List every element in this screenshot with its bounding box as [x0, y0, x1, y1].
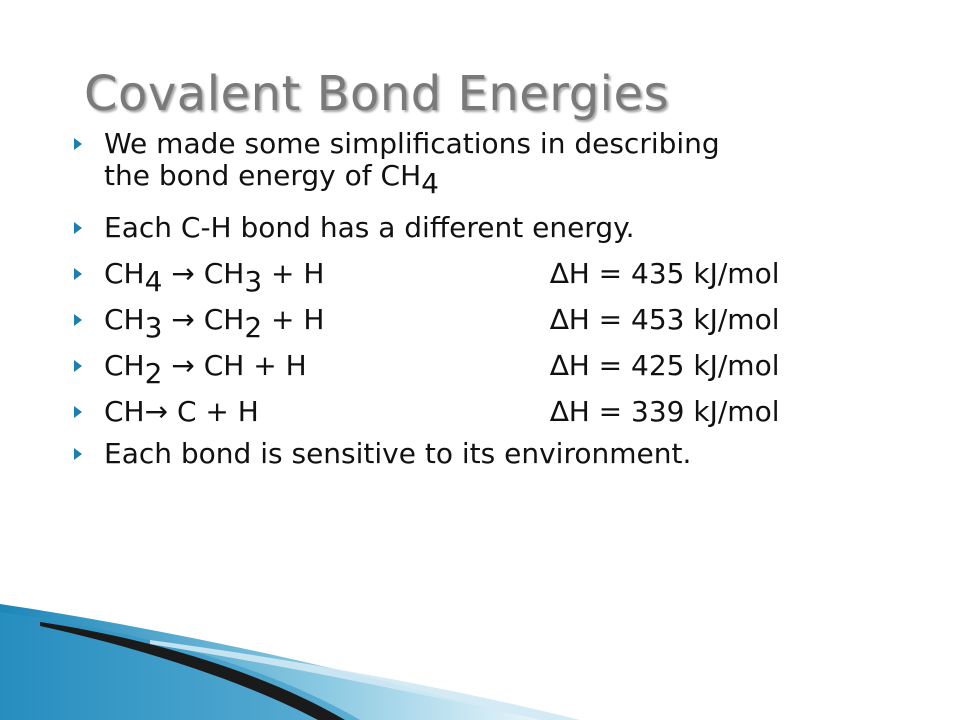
- product: CH: [203, 257, 245, 290]
- reaction-row-2: [70, 303, 950, 344]
- product: CH: [203, 303, 245, 336]
- bullet-triangle-icon: [74, 406, 82, 418]
- arrow-right-icon: →: [144, 395, 169, 428]
- reactant: CH: [104, 303, 145, 336]
- reaction-equation: [104, 349, 550, 390]
- subscript: 2: [144, 357, 163, 390]
- subscript: 2: [244, 311, 263, 344]
- bullet-different-energy: [70, 212, 950, 244]
- subscript: 4: [144, 265, 163, 298]
- bullet-triangle-icon: [74, 314, 82, 326]
- bullet-text-line1: We made some simplifications in describing: [104, 127, 720, 160]
- reactant: CH: [104, 395, 145, 428]
- reaction-equation: [104, 396, 550, 428]
- slide-title: Covalent Bond Energies: [84, 66, 670, 122]
- bullet-triangle-icon: [74, 268, 82, 280]
- bullet-text: Each C-H bond has a different energy.: [104, 211, 635, 244]
- product: CH + H: [203, 349, 307, 382]
- bullet-text: Each bond is sensitive to its environment.: [104, 437, 692, 470]
- reaction-equation: [104, 257, 550, 298]
- subscript: 3: [244, 265, 263, 298]
- enthalpy-value: ∆H = 453 kJ/mol: [550, 303, 780, 336]
- bullet-list: [70, 128, 950, 470]
- bullet-text-line2: [104, 160, 950, 200]
- arrow-right-icon: →: [171, 303, 195, 336]
- product-rest: + H: [262, 303, 325, 336]
- reaction-row-3: [70, 349, 950, 390]
- arrow-right-icon: →: [171, 257, 195, 290]
- bullet-triangle-icon: [74, 222, 82, 234]
- arrow-right-icon: →: [171, 349, 195, 382]
- product-rest: + H: [262, 257, 325, 290]
- reaction-row-1: [70, 257, 950, 298]
- bullet-triangle-icon: [74, 138, 82, 150]
- reaction-row-4: [70, 396, 950, 428]
- reactant: CH: [104, 349, 145, 382]
- subscript: 4: [421, 167, 439, 200]
- bullet-triangle-icon: [74, 360, 82, 372]
- bullet-triangle-icon: [74, 448, 82, 460]
- enthalpy-value: ∆H = 435 kJ/mol: [550, 257, 780, 290]
- product: C + H: [176, 395, 259, 428]
- bullet-simplifications: [70, 128, 950, 200]
- enthalpy-value: ∆H = 339 kJ/mol: [550, 395, 780, 428]
- subscript: 3: [144, 311, 163, 344]
- bullet-environment: [70, 438, 950, 470]
- enthalpy-value: ∆H = 425 kJ/mol: [550, 349, 780, 382]
- reaction-equation: [104, 303, 550, 344]
- reactant: CH: [104, 257, 145, 290]
- bond-energy-text: the bond energy of CH: [104, 159, 422, 192]
